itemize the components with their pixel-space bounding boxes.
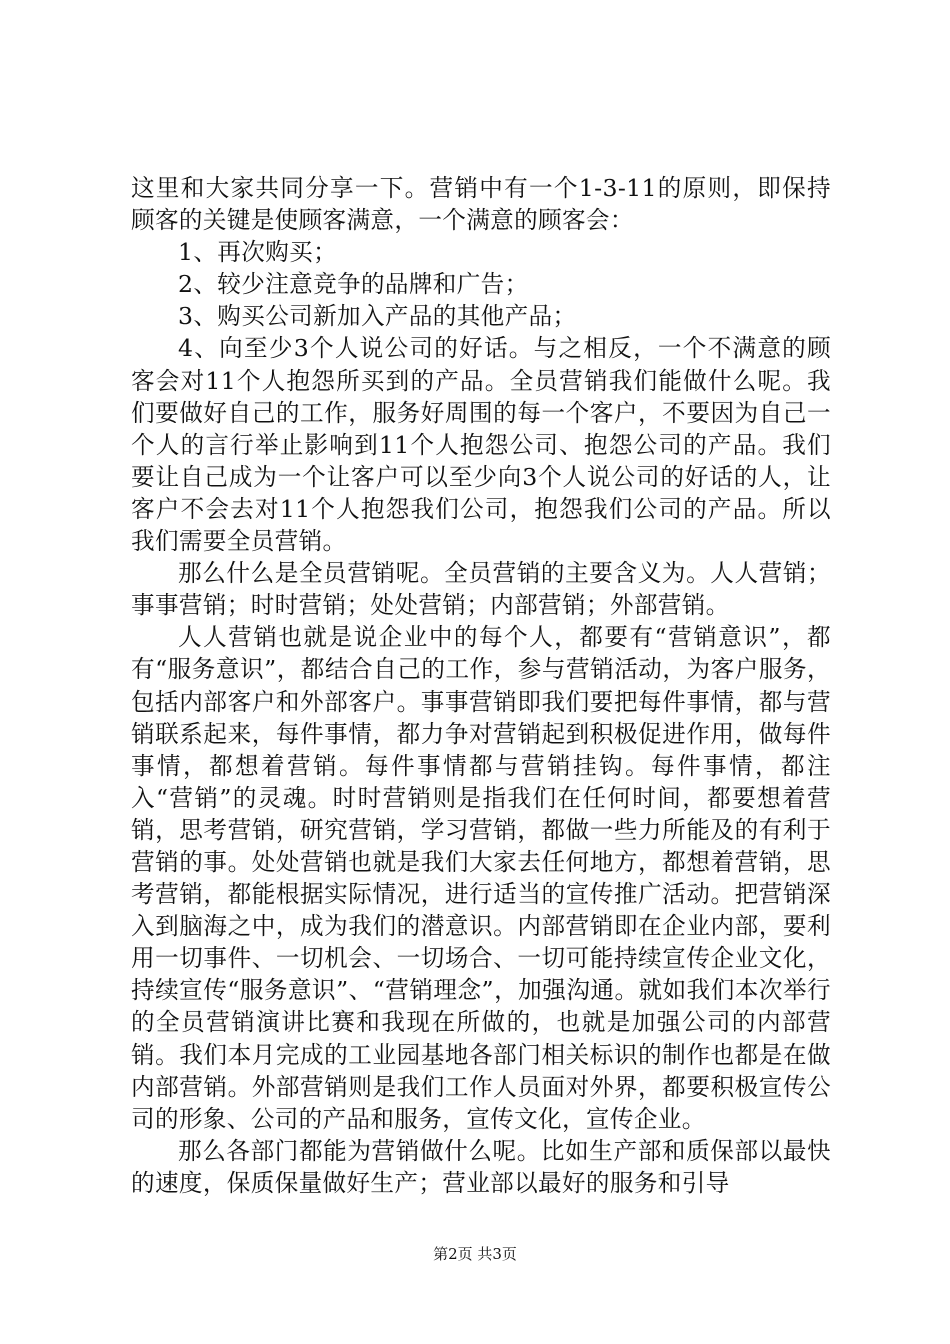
paragraph-definition: 那么什么是全员营销呢。全员营销的主要含义为。人人营销；事事营销；时时营销；处处营销；内部营销；外部营销。	[131, 559, 831, 620]
paragraph-item-2: 2、较少注意竞争的品牌和广告；	[178, 270, 529, 299]
document-page	[131, 172, 831, 1199]
paragraph-intro: 这里和大家共同分享一下。营销中有一个1-3-11的原则，即保持顾客的关键是使顾客满意，一个满意的顾客会：	[131, 174, 831, 235]
paragraph-item-1: 1、再次购买；	[178, 238, 338, 267]
paragraph-explanation: 人人营销也就是说企业中的每个人，都要有“营销意识”，都有“服务意识”，都结合自己的工作，参与营销活动，为客户服务，包括内部客户和外部客户。事事营销即我们要把每件事情，都与营销联系起来，每件事情，都力争对营销起到积极促进作用，做每件事情，都想着营销。每件事情都与营销挂钩。每件事情，都注入“营销”的灵魂。时时营销则是指我们在任何时间，都要想着营销，思考营销，研究营销，学习营销，都做一些力所能及的有利于营销的事。处处营销也就是我们大家去任何地方，都想着营销，思考营销，都能根据实际情况，进行适当的宣传推广活动。把营销深入到脑海之中，成为我们的潜意识。内部营销即在企业内部，要利用一切事件、一切机会、一切场合、一切可能持续宣传企业文化，持续宣传“服务意识”、“营销理念”，加强沟通。就如我们本次举行的全员营销演讲比赛和我现在所做的，也就是加强公司的内部营销。我们本月完成的工业园基地各部门相关标识的制作也都是在做内部营销。外部营销则是我们工作人员面对外界，都要积极宣传公司的形象、公司的产品和服务，宣传文化，宣传企业。	[131, 623, 831, 1133]
page-footer: 第2页 共3页	[433, 1245, 517, 1263]
paragraph-item-4: 4、向至少3个人说公司的好话。与之相反，一个不满意的顾客会对11个人抱怨所买到的产品。全员营销我们能做什么呢。我们要做好自己的工作，服务好周围的每一个客户，不要因为自己一个人的言行举止影响到11个人抱怨公司、抱怨公司的产品。我们要让自己成为一个让客户可以至少向3个人说公司的好话的人，让客户不会去对11个人抱怨我们公司，抱怨我们公司的产品。所以我们需要全员营销。	[131, 334, 831, 556]
paragraph-departments: 那么各部门都能为营销做什么呢。比如生产部和质保部以最快的速度，保质保量做好生产；营业部以最好的服务和引导	[131, 1136, 831, 1197]
paragraph-item-3: 3、购买公司新加入产品的其他产品；	[178, 302, 577, 331]
